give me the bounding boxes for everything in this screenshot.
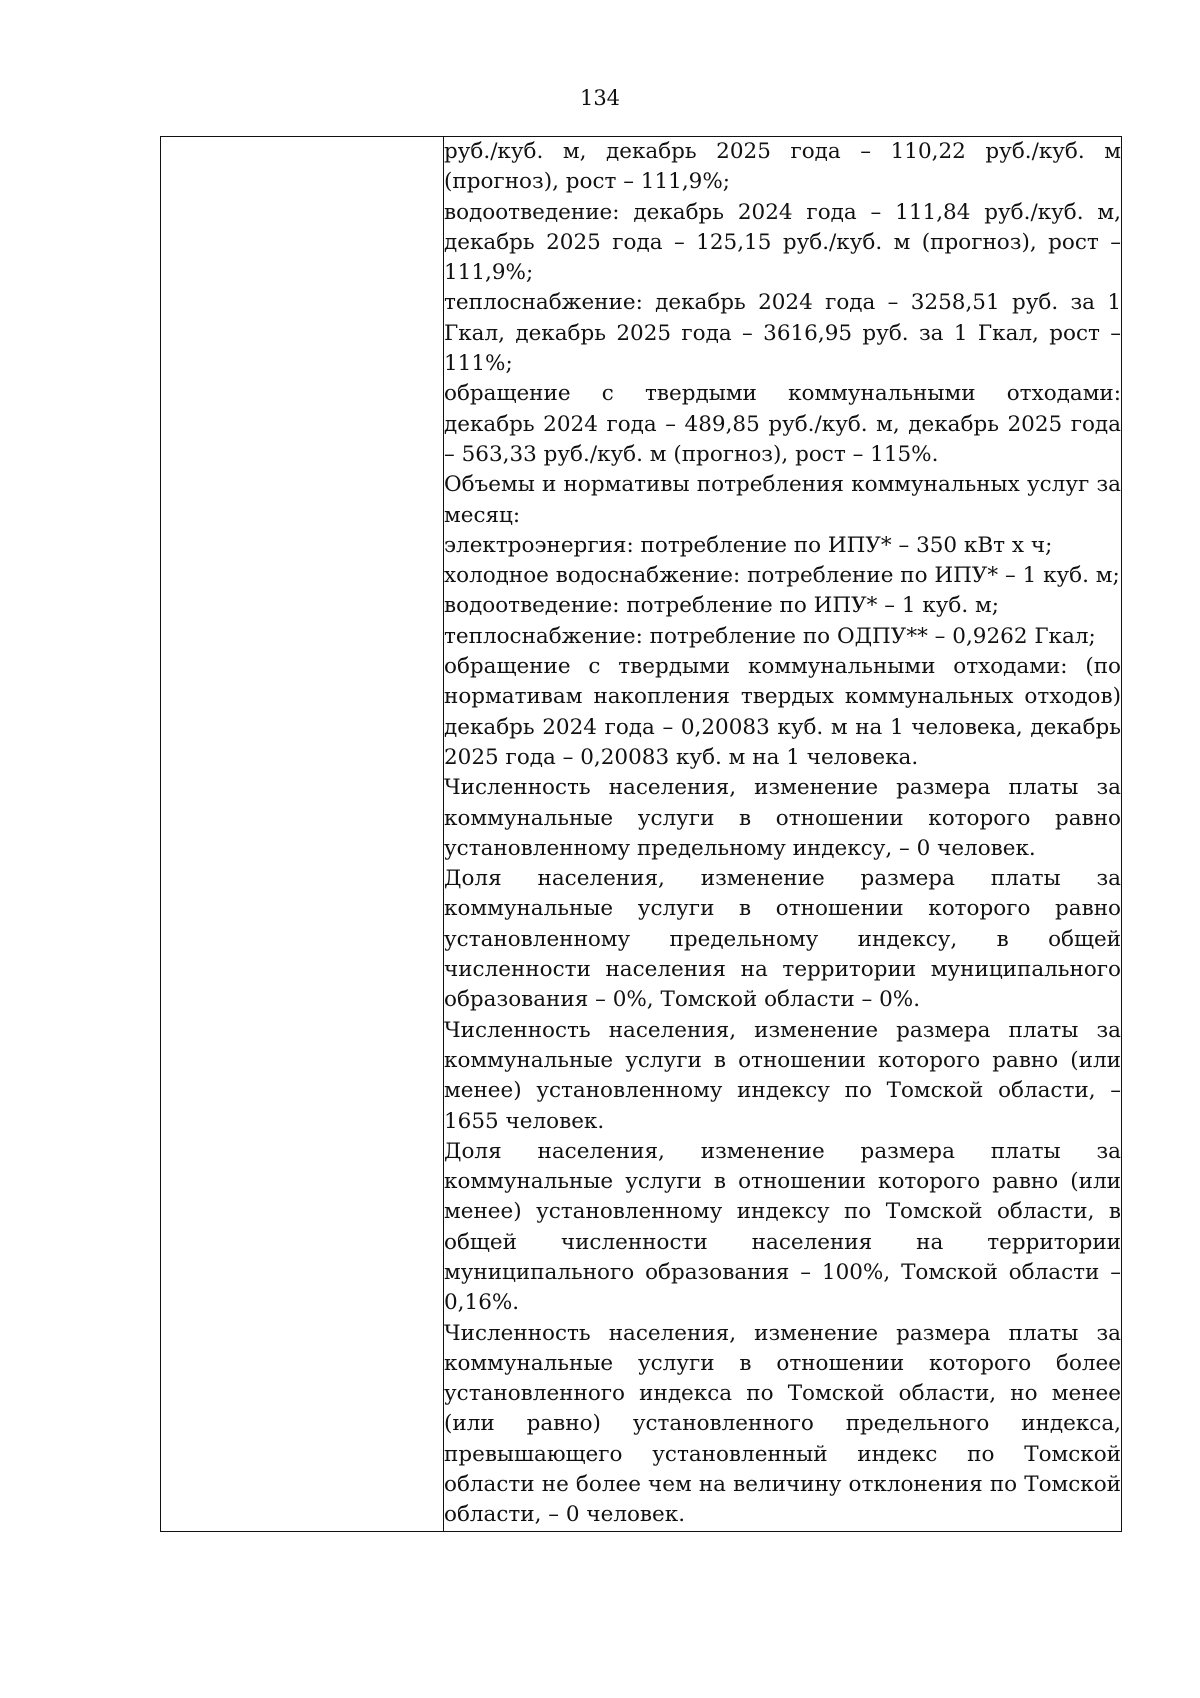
paragraph: Объемы и нормативы потребления коммунальных услуг за месяц: <box>444 472 1121 528</box>
paragraph: теплоснабжение: потребление по ОДПУ** – 0,9262 Гкал; <box>444 623 1096 649</box>
paragraph: электроэнергия: потребление по ИПУ* – 350 кВт х ч; <box>444 532 1053 558</box>
table-row <box>161 137 1122 1532</box>
paragraph: Численность населения, изменение размера платы за коммунальные услуги в отношении которого равно установленному предельному индексу, – 0 человек. <box>444 775 1121 861</box>
paragraph: Численность населения, изменение размера платы за коммунальные услуги в отношении которого более установленного индекса по Томской области, но менее (или равно) установленного предельного индекса, превышающего установленный индекс по Томской области не более чем на величину отклонения по Томской области, – 0 человек. <box>444 1320 1121 1528</box>
paragraph: Доля населения, изменение размера платы за коммунальные услуги в отношении которого равно установленному предельному индексу, в общей численности населения на территории муниципального образования – 0%, Томской области – 0%. <box>444 866 1121 1013</box>
table-cell-right <box>444 137 1122 1532</box>
paragraph: водоотведение: декабрь 2024 года – 111,84 руб./куб. м, декабрь 2025 года – 125,15 руб./куб. м (прогноз), рост – 111,9%; <box>444 199 1121 286</box>
paragraph: теплоснабжение: декабрь 2024 года – 3258,51 руб. за 1 Гкал, декабрь 2025 года – 3616,95 руб. за 1 Гкал, рост – 111%; <box>444 290 1121 377</box>
paragraph: холодное водоснабжение: потребление по ИПУ* – 1 куб. м; <box>444 563 1120 589</box>
paragraph: Доля населения, изменение размера платы за коммунальные услуги в отношении которого равно (или менее) установленному индексу по Томской области, в общей численности населения на территории муниципального образования – 100%, Томской области – 0,16%. <box>444 1138 1121 1316</box>
paragraph: руб./куб. м, декабрь 2025 года – 110,22 руб./куб. м (прогноз), рост – 111,9%; <box>444 139 1121 195</box>
paragraph: обращение с твердыми коммунальными отходами: (по нормативам накопления твердых коммунальных отходов) декабрь 2024 года – 0,20083 куб. м на 1 человека, декабрь 2025 года – 0,20083 куб. м на 1 человека. <box>444 654 1121 770</box>
paragraph: Численность населения, изменение размера платы за коммунальные услуги в отношении которого равно (или менее) установленному индексу по Томской области, – 1655 человек. <box>444 1017 1121 1134</box>
paragraph: водоотведение: потребление по ИПУ* – 1 куб. м; <box>444 593 1000 619</box>
paragraph: обращение с твердыми коммунальными отходами: декабрь 2024 года – 489,85 руб./куб. м, декабрь 2025 года – 563,33 руб./куб. м (прогноз), рост – 115%. <box>444 381 1121 467</box>
document-table <box>160 136 1122 1532</box>
page-number: 134 <box>579 86 621 110</box>
table-cell-left <box>161 137 444 1532</box>
